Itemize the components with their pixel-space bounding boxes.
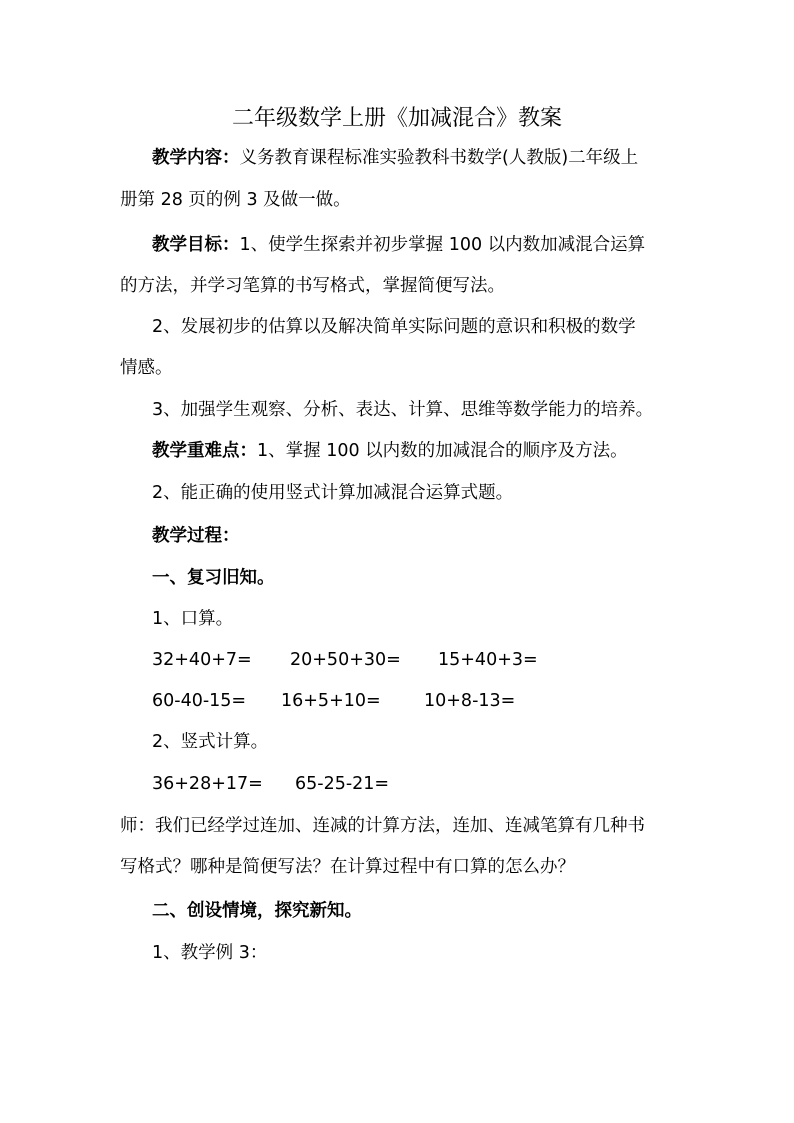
oral-expression: 60-40-15= <box>152 691 247 711</box>
goal-line-2: 的方法，并学习笔算的书写格式，掌握简便写法。 <box>120 276 505 296</box>
oral-expression: 10+8-13= <box>424 691 516 711</box>
process-label: 教学过程： <box>152 526 240 546</box>
document-title: 二年级数学上册《加减混合》教案 <box>231 106 562 131</box>
goal-2-line-2: 情感。 <box>120 358 173 378</box>
goal-line-1 <box>152 230 645 260</box>
key-line-2: 2、能正确的使用竖式计算加减混合运算式题。 <box>152 483 514 503</box>
oral-expression: 16+5+10= <box>281 691 381 711</box>
example-label: 1、教学例 3： <box>152 943 268 963</box>
vertical-label: 2、竖式计算。 <box>152 732 269 752</box>
goal-1-text: 1、使学生探索并初步掌握 100 以内数加减混合运算 <box>239 235 646 255</box>
goal-label: 教学目标： <box>152 235 240 255</box>
content-label: 教学内容： <box>152 148 240 168</box>
content-text-1: 义务教育课程标准实验教科书数学(人教版)二年级上 <box>239 148 639 168</box>
key-1-text: 1、掌握 100 以内数的加减混合的顺序及方法。 <box>257 441 628 461</box>
section-explore-heading: 二、创设情境，探究新知。 <box>152 901 362 921</box>
key-label: 教学重难点： <box>152 441 257 461</box>
oral-label: 1、口算。 <box>152 609 234 629</box>
oral-expression: 15+40+3= <box>438 650 538 670</box>
vertical-expression: 65-25-21= <box>295 774 390 794</box>
oral-expression: 20+50+30= <box>290 650 401 670</box>
section-review-heading: 一、复习旧知。 <box>152 568 275 588</box>
goal-2-line-1: 2、发展初步的估算以及解决简单实际问题的意识和积极的数学 <box>152 317 636 337</box>
vertical-expression: 36+28+17= <box>152 774 263 794</box>
oral-expression: 32+40+7= <box>152 650 252 670</box>
key-line-1 <box>152 436 628 466</box>
content-line-2: 册第 28 页的例 3 及做一做。 <box>120 190 351 210</box>
teacher-line-1: 师：我们已经学过连加、连减的计算方法，连加、连减笔算有几种书 <box>120 816 645 836</box>
teacher-line-2: 写格式？哪种是简便写法？在计算过程中有口算的怎么办？ <box>120 857 575 877</box>
goal-3-line: 3、加强学生观察、分析、表达、计算、思维等数学能力的培养。 <box>152 400 654 420</box>
content-line-1 <box>152 143 638 173</box>
